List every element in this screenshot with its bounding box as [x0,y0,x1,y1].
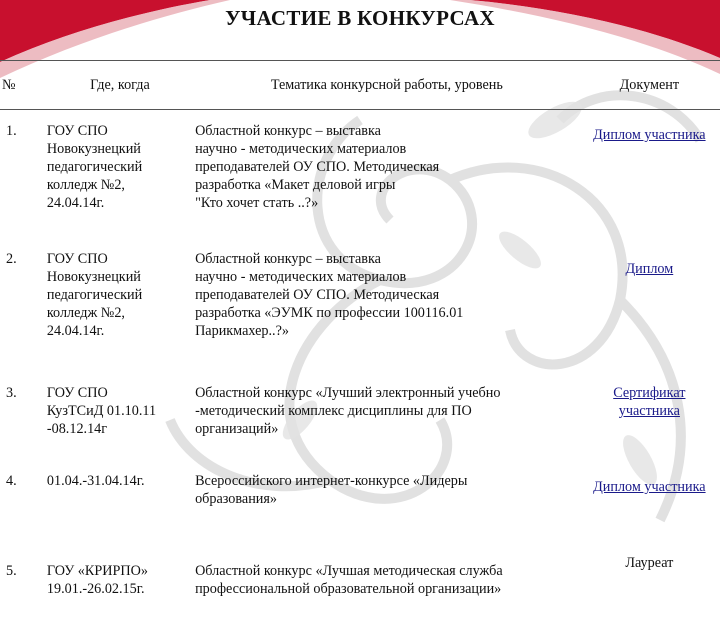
row-num: 2. [6,251,17,267]
table-row [0,110,720,239]
document-link[interactable]: Диплом участника [593,127,706,143]
where-line: Новокузнецкий [46,141,141,157]
row-num: 1. [6,123,17,139]
row-topic [195,550,579,622]
topic-line: разработка «Макет деловой игры [195,177,396,193]
where-line: 24.04.14г. [46,195,105,211]
header-num: № [2,77,16,93]
topic-line: "Кто хочет стать ..?» [195,195,319,211]
row-topic [195,372,579,460]
topic-line: профессиональной образовательной организации» [195,581,502,597]
document-text: Лауреат [625,555,674,571]
page-title: УЧАСТИЕ В КОНКУРСАХ [225,6,495,30]
row-doc [579,110,720,239]
topic-line: Парикмахер..?» [195,323,289,339]
topic-line: Областной конкурс «Лучший электронный учебно [195,385,501,401]
where-line: ГОУ СПО [46,123,108,139]
topic-line: разработка «ЭУМК по профессии 100116.01 [195,305,464,321]
row-where [45,238,195,372]
row-where [45,550,195,622]
row-topic [195,238,579,372]
header-where: Где, когда [90,77,150,93]
row-doc [579,550,720,622]
where-line: 24.04.14г. [46,323,105,339]
table-row [0,460,720,550]
topic-line: Областной конкурс – выставка [195,251,381,267]
topic-line: научно - методических материалов [195,269,407,285]
where-line: ГОУ СПО [46,251,108,267]
document-link-line: Сертификат [613,385,686,401]
topic-line: преподавателей ОУ СПО. Методическая [195,159,440,175]
row-doc [579,372,720,460]
document-link[interactable]: Диплом участника [593,479,706,495]
where-line: 01.04.-31.04.14г. [46,473,145,489]
topic-line: Всероссийского интернет-конкурсе «Лидеры [195,473,468,489]
contests-table [0,60,720,622]
table-header-row [0,61,720,110]
row-doc [579,238,720,372]
row-doc [579,460,720,550]
where-line: ГОУ СПО [46,385,108,401]
row-num: 3. [6,385,17,401]
where-line: Новокузнецкий [46,269,141,285]
where-line: колледж №2, [46,305,125,321]
topic-line: Областной конкурс «Лучшая методическая служба [195,563,503,579]
where-line: 19.01.-26.02.15г. [46,581,145,597]
where-line: -08.12.14г [46,421,108,437]
row-where [45,460,195,550]
row-where [45,110,195,239]
topic-line: -методический комплекс дисциплины для ПО [195,403,472,419]
document-link-line: участника [618,403,680,419]
document-link[interactable]: Диплом [625,261,674,277]
topic-line: научно - методических материалов [195,141,407,157]
row-num: 4. [6,473,17,489]
topic-line: образования» [195,491,277,507]
where-line: педагогический [46,159,143,175]
document-link[interactable] [579,384,720,420]
where-line: колледж №2, [46,177,125,193]
row-num: 5. [6,563,17,579]
where-line: ГОУ «КРИРПО» [46,563,148,579]
header-doc: Документ [619,77,680,93]
header-topic: Тематика конкурсной работы, уровень [270,77,503,93]
table-row [0,238,720,372]
row-topic [195,110,579,239]
table-row [0,372,720,460]
topic-line: Областной конкурс – выставка [195,123,381,139]
row-topic [195,460,579,550]
topic-line: преподавателей ОУ СПО. Методическая [195,287,440,303]
where-line: педагогический [46,287,143,303]
where-line: КузТСиД 01.10.11 [46,403,157,419]
topic-line: организаций» [195,421,279,437]
table-row [0,550,720,622]
row-where [45,372,195,460]
